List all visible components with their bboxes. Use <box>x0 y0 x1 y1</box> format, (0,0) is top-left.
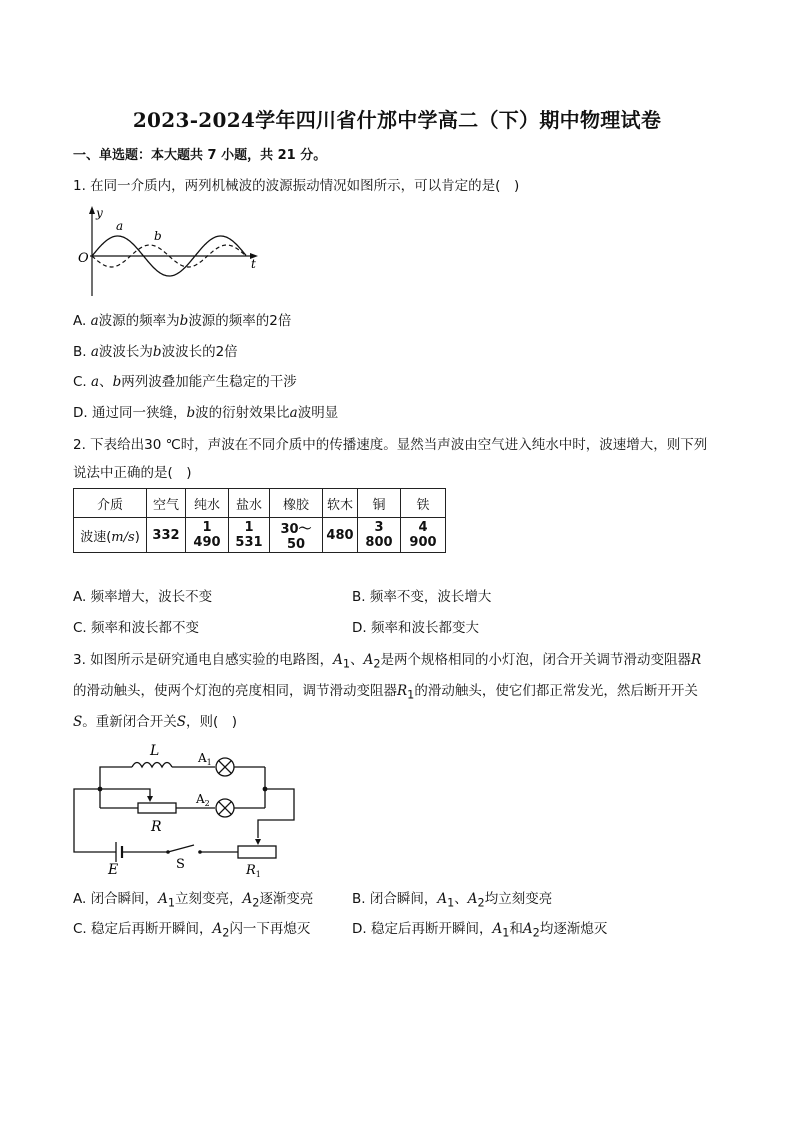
page-title: 2023-2024学年四川省什邡中学高二（下）期中物理试卷 <box>132 108 662 132</box>
q2-option-c[interactable]: C. 频率和波长都不变 <box>73 620 200 636</box>
resistor-r1 <box>238 846 276 858</box>
table-cell: 软木 <box>323 489 358 518</box>
question-2-stem-line1: 2. 下表给出30 ℃时，声波在不同介质中的传播速度。显然当声波由空气进入纯水中时，波速增大，则下列 <box>73 437 708 453</box>
q3-option-c[interactable]: C. 稳定后再断开瞬间，$A_2$闪一下再熄灭 <box>73 921 311 940</box>
label-A2: $A_2$ <box>196 792 210 808</box>
q3-option-d[interactable]: D. 稳定后再断开瞬间，$A_1$和$A_2$均逐渐熄灭 <box>352 921 608 940</box>
label-E: E <box>108 862 119 878</box>
q2-option-a[interactable]: A. 频率增大，波长不变 <box>73 589 213 605</box>
label-S: S <box>176 857 185 872</box>
table-cell: 铜 <box>358 489 401 518</box>
circuit-diagram <box>70 742 310 880</box>
label-A1: $A_1$ <box>198 751 212 767</box>
q1-option-c[interactable]: C. a、b两列波叠加能产生稳定的干涉 <box>73 374 297 390</box>
resistor-r <box>138 803 176 813</box>
table-cell: 介质 <box>74 489 147 518</box>
table-cell: 空气 <box>147 489 186 518</box>
q2-option-d[interactable]: D. 频率和波长都变大 <box>352 620 479 636</box>
inductor-coil <box>132 763 172 768</box>
q3-option-b[interactable]: B. 闭合瞬间，$A_1$、$A_2$均立刻变亮 <box>352 891 553 910</box>
table-cell: 1 490 <box>186 518 229 553</box>
switch-s <box>168 845 194 852</box>
table-cell: 纯水 <box>186 489 229 518</box>
table-cell: 1 531 <box>229 518 270 553</box>
question-3-stem-line3: S。重新闭合开关S，则( ) <box>73 714 238 730</box>
table-cell: 3 800 <box>358 518 401 553</box>
table-cell: 4 900 <box>401 518 446 553</box>
table-row <box>74 518 446 553</box>
q1-option-a[interactable]: A. a波源的频率为b波源的频率的2倍 <box>73 313 292 329</box>
table-cell: 480 <box>323 518 358 553</box>
label-R1: $R_1$ <box>246 863 261 879</box>
label-b: b <box>154 229 162 243</box>
wave-graph <box>76 204 266 298</box>
sound-speed-table <box>73 488 446 553</box>
label-L: L <box>150 743 160 759</box>
origin-label: O <box>78 251 89 266</box>
table-cell: 盐水 <box>229 489 270 518</box>
table-cell: 30～50 <box>270 518 323 553</box>
q1-option-d[interactable]: D. 通过同一狭缝，b波的衍射效果比a波明显 <box>73 405 339 421</box>
y-axis-label: y <box>96 206 103 220</box>
question-1-stem: 1. 在同一介质内，两列机械波的波源振动情况如图所示，可以肯定的是( ) <box>73 178 520 194</box>
table-header-row <box>74 489 446 518</box>
question-3-stem-line2: 的滑动触头，使两个灯泡的亮度相同，调节滑动变阻器$R_1$的滑动触头，使它们都正常发光，然后断开开关 <box>73 683 698 702</box>
q2-option-b[interactable]: B. 频率不变，波长增大 <box>352 589 492 605</box>
section-heading: 一、单选题：本大题共 7 小题，共 21 分。 <box>73 148 327 163</box>
table-cell: 铁 <box>401 489 446 518</box>
question-2-stem-line2: 说法中正确的是( ) <box>73 465 192 481</box>
q1-option-b[interactable]: B. a波波长为b波波长的2倍 <box>73 344 238 360</box>
label-R: R <box>151 819 162 835</box>
table-row-label: 波速(m/s) <box>74 518 147 553</box>
question-3-stem-line1: 3. 如图所示是研究通电自感实验的电路图，$A_1$、$A_2$是两个规格相同的小灯泡，闭合开关调节滑动变阻器R <box>73 652 702 671</box>
table-cell: 橡胶 <box>270 489 323 518</box>
table-cell: 332 <box>147 518 186 553</box>
label-a: a <box>116 219 124 233</box>
t-axis-label: t <box>251 257 256 271</box>
q3-option-a[interactable]: A. 闭合瞬间，$A_1$立刻变亮，$A_2$逐渐变亮 <box>73 891 314 910</box>
